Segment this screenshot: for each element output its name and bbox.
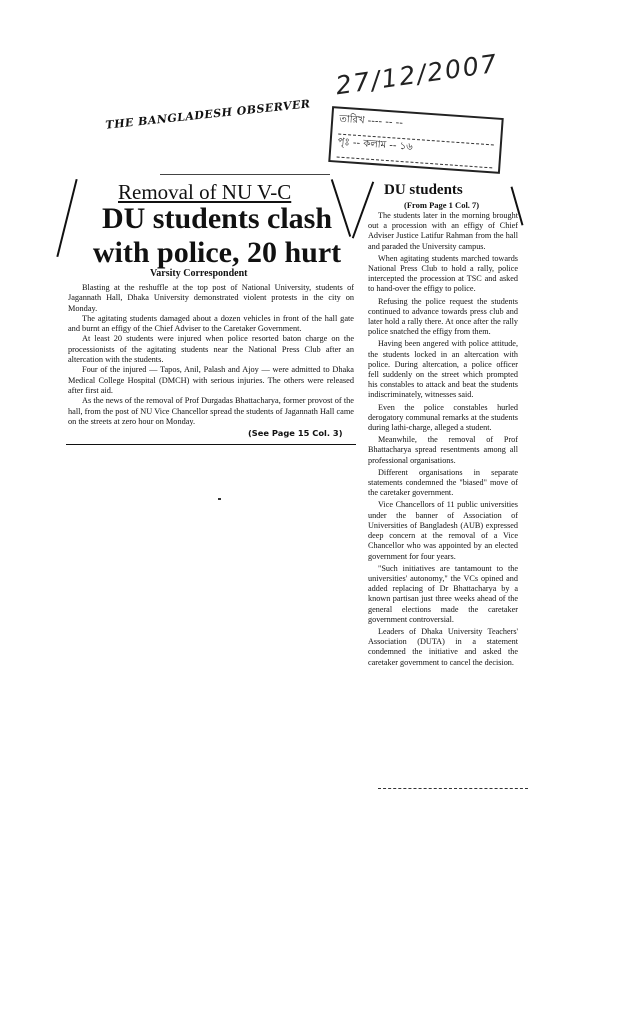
continued-article-body [368,211,518,670]
continuation-note: (See Page 15 Col. 3) [248,428,343,438]
newspaper-masthead: THE BANGLADESH OBSERVER [104,97,312,132]
article-byline: Varsity Correspondent [150,268,248,279]
continued-from-note: (From Page 1 Col. 7) [404,200,480,210]
article-paragraph: At least 20 students were injured when police resorted baton charge on the processionists of the agitating students near the National Press Club after an altercation with the students. [68,334,354,365]
article-paragraph: Blasting at the reshuffle at the top post of National University, students of Jagannath Hall, Dhaka University demonstrated violent protests in the city on Monday. [68,283,354,313]
continued-paragraph: Vice Chancellors of 11 public universities under the banner of Association of Universities of Bangladesh (AUB) expressed deep concern at the removal of a Vice Chancellor who was appointed by an elected government for four years. [368,500,518,561]
stamp-line-date: তারিখ ---- -- -- [338,112,495,146]
article-paragraph: As the news of the removal of Prof Durgadas Bhattacharya, former provost of the hall, from the post of NU Vice Chancellor spread the students of Jagannath Hall came on the streets at zero hour on Monday. [68,396,354,426]
scan-speck [218,498,221,500]
continued-paragraph: Meanwhile, the removal of Prof Bhattacharya spread resentments among all professional organisations. [368,435,518,465]
continued-paragraph: Refusing the police request the students continued to advance towards press club and later hold a rally there. At once after the rally police snatched the effigy from them. [368,296,518,337]
article-paragraph: Four of the injured — Tapos, Anil, Palash and Ajoy — were admitted to Dhaka Medical College Hospital (DMCH) with serious injuries. The others were released after first aid. [68,365,354,395]
continued-paragraph: The students later in the morning brought out a procession with an effigy of Chief Adviser Justice Latifur Rahman from the hall and paraded the University campus. [368,211,518,251]
continued-paragraph: Different organisations in separate statements condemned the "biased" move of the caretaker government. [368,467,518,498]
article-kicker: Removal of NU V-C [118,180,292,204]
stamp-line-page: পৃঃ -- কলাম -- ১৬ [337,135,494,169]
top-divider [160,174,330,175]
continued-article-title: DU students [384,182,463,198]
handwritten-date: 27/12/2007 [333,48,501,101]
article-bottom-rule [66,444,356,445]
continued-paragraph: "Such initiatives are tantamount to the universities' autonomy," the VCs opined and added replacing of Dr Bhattacharya by a known partisan just three weeks ahead of the general elections made the caretaker government controversial. [368,563,518,624]
article-headline: DU students clash with police, 20 hurt [92,202,342,269]
article-body [68,283,354,427]
continued-paragraph: Having been angered with police attitude, the students locked in an altercation with police. During altercation, a police officer fell suddenly on the street which prompted his constables to attack and beat the students indiscriminately, witnesses said. [368,339,518,400]
continued-paragraph: Even the police constables hurled derogatory communal remarks at the students during lathi-charge, alleged a student. [368,402,518,433]
archive-stamp [328,106,503,174]
article-paragraph: The agitating students damaged about a dozen vehicles in front of the hall gate and burnt an effigy of the Chief Adviser to the Caretaker Government. [68,313,354,334]
continued-paragraph: When agitating students marched towards National Press Club to hold a rally, police intercepted the procession at TSC and asked to hand-over the effigy to police. [368,253,518,294]
continued-article-bottom-rule [378,788,528,790]
continued-paragraph: Leaders of Dhaka University Teachers' Association (DUTA) in a statement condemned the initiative and asked the caretaker government to cancel the decision. [368,626,518,667]
